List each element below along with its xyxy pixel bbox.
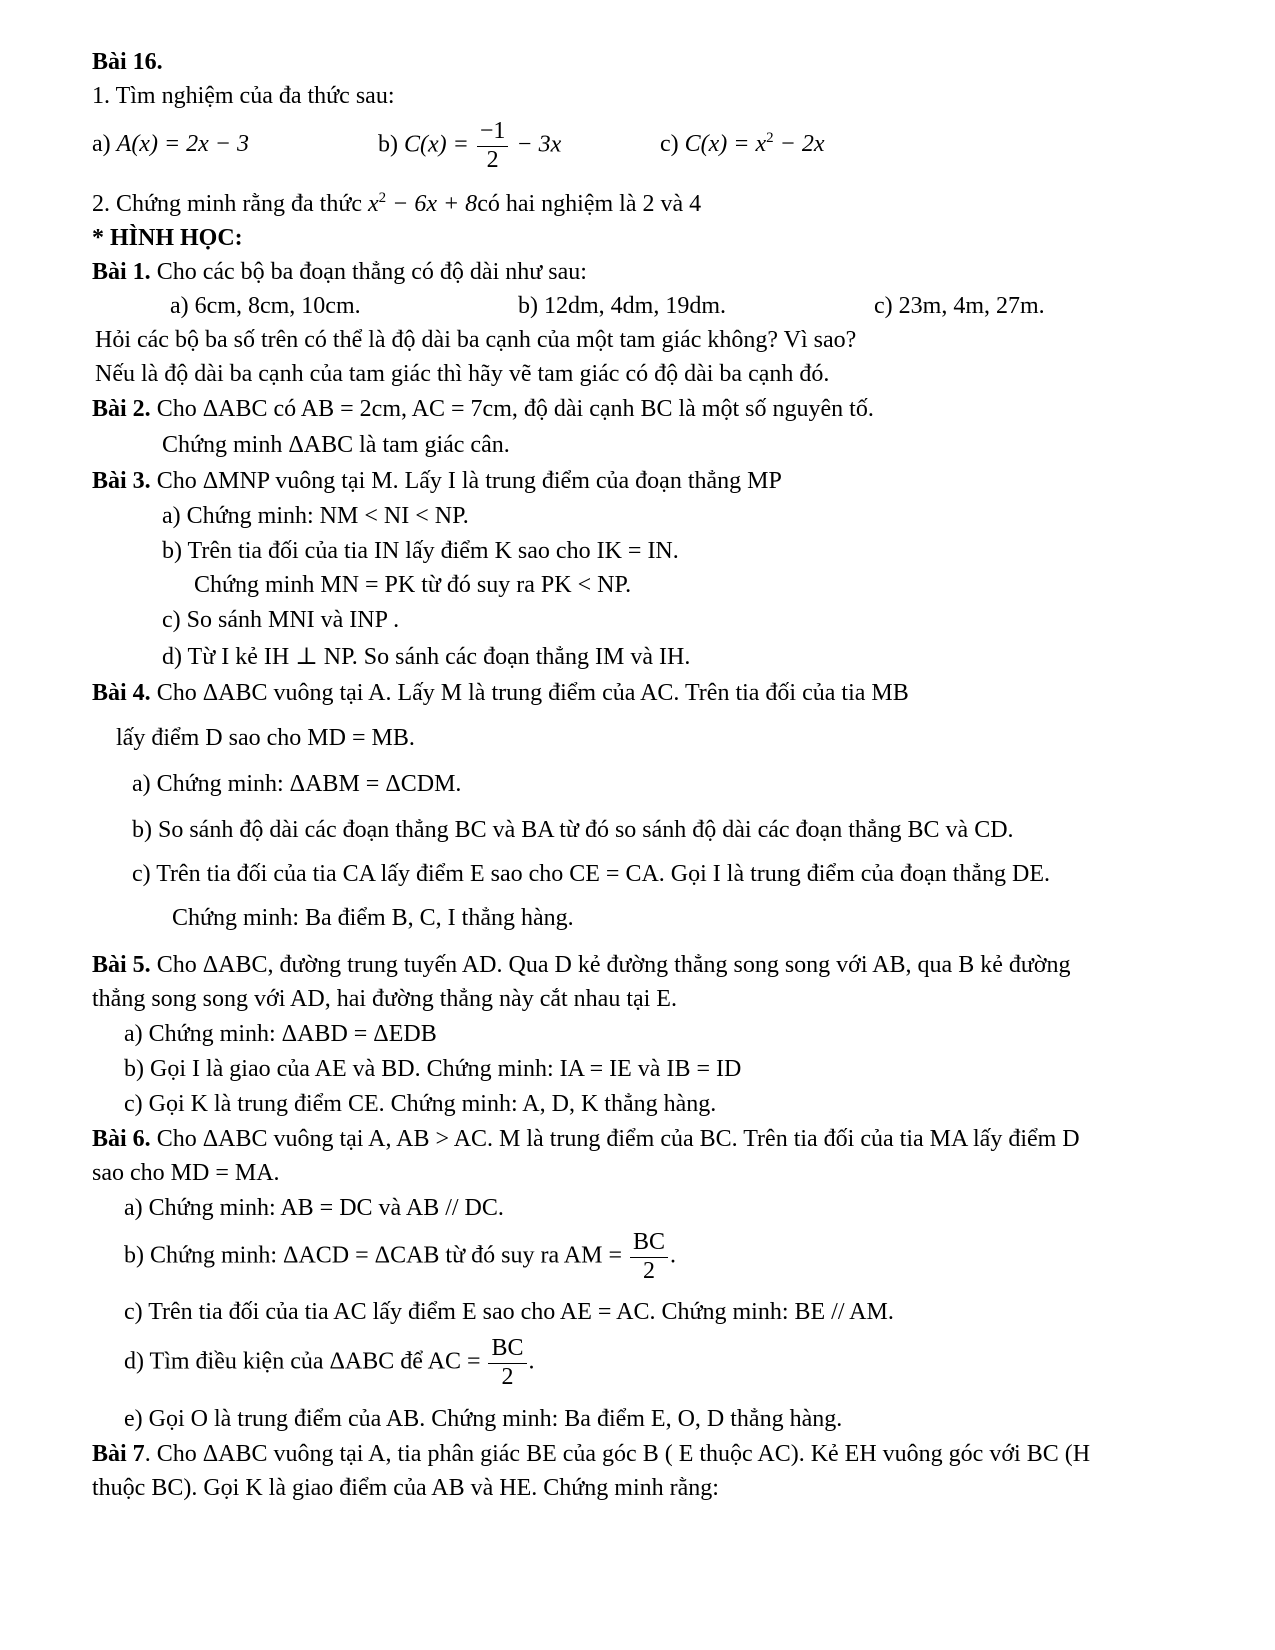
bai1-line-2: Hỏi các bộ ba số trên có thể là độ dài ba cạnh của một tam giác không? Vì sao? xyxy=(95,327,857,353)
bai5-line-2: thẳng song song với AD, hai đường thẳng này cắt nhau tại E. xyxy=(92,986,677,1012)
bai6-part-d-text: d) Tìm điều kiện của ΔABC để AC = xyxy=(124,1348,481,1375)
exponent: 2 xyxy=(766,130,774,146)
bai1-text: Cho các bộ ba đoạn thẳng có độ dài như sau: xyxy=(150,259,587,285)
bai6-part-d xyxy=(124,1335,535,1391)
bai3-part-b: b) Trên tia đối của tia IN lấy điểm K sao cho IK = IN. xyxy=(162,538,679,564)
question-2-text: 2. Chứng minh rằng đa thức xyxy=(92,191,362,217)
bai4-title: Bài 4. xyxy=(92,680,151,706)
bai7-line-2: thuộc BC). Gọi K là giao điểm của AB và HE. Chứng minh rằng: xyxy=(92,1475,719,1501)
bai3-part-c: c) So sánh MNI và INP . xyxy=(162,607,400,633)
bai4-part-c: c) Trên tia đối của tia CA lấy điểm E sao cho CE = CA. Gọi I là trung điểm của đoạn thẳng DE. xyxy=(132,861,1051,887)
bai2-line-2: Chứng minh ΔABC là tam giác cân. xyxy=(162,432,510,458)
bai4-line-2: lấy điểm D sao cho MD = MB. xyxy=(116,725,415,751)
fraction-denominator: 2 xyxy=(486,146,499,173)
bai4-part-a: a) Chứng minh: ΔABM = ΔCDM. xyxy=(132,771,462,797)
bai5-text: Cho ΔABC, đường trung tuyến AD. Qua D kẻ đường thẳng song song với AB, qua B kẻ đường xyxy=(150,952,1071,978)
part-c-label: c) xyxy=(660,131,679,157)
bai1-option-c: c) 23m, 4m, 27m. xyxy=(874,293,1045,319)
polynomial-c-lhs: C(x) = x xyxy=(684,131,767,157)
bai5-line-1 xyxy=(92,953,1071,977)
bai1-line-1 xyxy=(92,260,587,284)
question-2-tail: có hai nghiệm là 2 và 4 xyxy=(477,191,702,217)
polynomial-b-rest: − 3x xyxy=(516,131,562,158)
polynomial-b-lhs: C(x) = xyxy=(404,131,469,158)
bai16-part-b xyxy=(378,118,561,174)
bai6-title: Bài 6. xyxy=(92,1126,151,1152)
bai6-part-b-period: . xyxy=(670,1242,676,1269)
bai16-title: Bài 16. xyxy=(92,49,163,75)
bai5-part-c: c) Gọi K là trung điểm CE. Chứng minh: A, D, K thẳng hàng. xyxy=(124,1091,717,1117)
polynomial-x: x xyxy=(367,191,379,217)
fraction-numerator: BC xyxy=(488,1335,526,1364)
fraction-bc-over-2 xyxy=(630,1229,668,1285)
bai3-title: Bài 3. xyxy=(92,468,151,494)
part-a-label: a) xyxy=(92,131,111,157)
bai5-title: Bài 5. xyxy=(92,952,151,978)
bai6-part-c: c) Trên tia đối của tia AC lấy điểm E sao cho AE = AC. Chứng minh: BE // AM. xyxy=(124,1299,894,1325)
part-b-label: b) xyxy=(378,131,398,158)
bai3-part-a: a) Chứng minh: NM < NI < NP. xyxy=(162,503,469,529)
bai6-line-1 xyxy=(92,1127,1080,1151)
bai7-line-1 xyxy=(92,1442,1090,1466)
bai4-part-c-line-2: Chứng minh: Ba điểm B, C, I thẳng hàng. xyxy=(172,905,574,931)
bai3-part-b-line-2: Chứng minh MN = PK từ đó suy ra PK < NP. xyxy=(194,572,632,598)
polynomial-a: A(x) = 2x − 3 xyxy=(116,131,249,157)
bai3-part-d: d) Từ I kẻ IH ⊥ NP. So sánh các đoạn thẳng IM và IH. xyxy=(162,644,691,670)
bai3-text: Cho ΔMNP vuông tại M. Lấy I là trung điểm của đoạn thẳng MP xyxy=(150,468,782,494)
bai2-title: Bài 2. xyxy=(92,396,151,422)
bai1-option-b: b) 12dm, 4dm, 19dm. xyxy=(518,293,726,319)
bai6-text: Cho ΔABC vuông tại A, AB > AC. M là trung điểm của BC. Trên tia đối của tia MA lấy điểm D xyxy=(150,1126,1080,1152)
bai16-part-a xyxy=(92,132,249,156)
bai7-title: Bài 7 xyxy=(92,1441,145,1467)
bai4-line-1 xyxy=(92,681,909,705)
bai6-part-e: e) Gọi O là trung điểm của AB. Chứng minh: Ba điểm E, O, D thẳng hàng. xyxy=(124,1406,843,1432)
bai6-line-2: sao cho MD = MA. xyxy=(92,1160,280,1186)
fraction-denominator: 2 xyxy=(642,1257,655,1284)
bai3-line-1 xyxy=(92,469,782,493)
bai1-option-a: a) 6cm, 8cm, 10cm. xyxy=(170,293,361,319)
bai5-part-b: b) Gọi I là giao của AE và BD. Chứng minh: IA = IE và IB = ID xyxy=(124,1056,742,1082)
bai16-question-2 xyxy=(92,192,701,216)
bai7-text: . Cho ΔABC vuông tại A, tia phân giác BE của góc B ( E thuộc AC). Kẻ EH vuông góc với BC (H xyxy=(144,1441,1091,1467)
polynomial-rest: − 6x + 8 xyxy=(392,191,478,217)
bai2-text: Cho ΔABC có AB = 2cm, AC = 7cm, độ dài cạnh BC là một số nguyên tố. xyxy=(150,396,874,422)
bai5-part-a: a) Chứng minh: ΔABD = ΔEDB xyxy=(124,1021,437,1047)
bai6-part-b-text: b) Chứng minh: ΔACD = ΔCAB từ đó suy ra AM = xyxy=(124,1242,622,1269)
bai1-title: Bài 1. xyxy=(92,259,151,285)
bai2-line-1 xyxy=(92,397,874,421)
bai4-text: Cho ΔABC vuông tại A. Lấy M là trung điểm của AC. Trên tia đối của tia MB xyxy=(150,680,909,706)
fraction-minus-one-half xyxy=(477,118,509,174)
bai6-part-a: a) Chứng minh: AB = DC và AB // DC. xyxy=(124,1195,504,1221)
geometry-heading: * HÌNH HỌC: xyxy=(92,225,243,251)
bai16-part-c xyxy=(660,132,825,156)
polynomial-c-rest: − 2x xyxy=(779,131,825,157)
exponent: 2 xyxy=(378,190,387,206)
bai16-question-1: 1. Tìm nghiệm của đa thức sau: xyxy=(92,83,395,109)
fraction-denominator: 2 xyxy=(501,1363,514,1390)
bai1-line-3: Nếu là độ dài ba cạnh của tam giác thì hãy vẽ tam giác có độ dài ba cạnh đó. xyxy=(95,361,830,387)
bai6-part-b xyxy=(124,1229,676,1285)
fraction-numerator: BC xyxy=(630,1229,668,1258)
fraction-bc-over-2 xyxy=(488,1335,526,1391)
bai4-part-b: b) So sánh độ dài các đoạn thẳng BC và BA từ đó so sánh độ dài các đoạn thẳng BC và CD. xyxy=(132,817,1014,843)
bai6-part-d-period: . xyxy=(528,1348,535,1375)
fraction-numerator: −1 xyxy=(477,118,509,147)
